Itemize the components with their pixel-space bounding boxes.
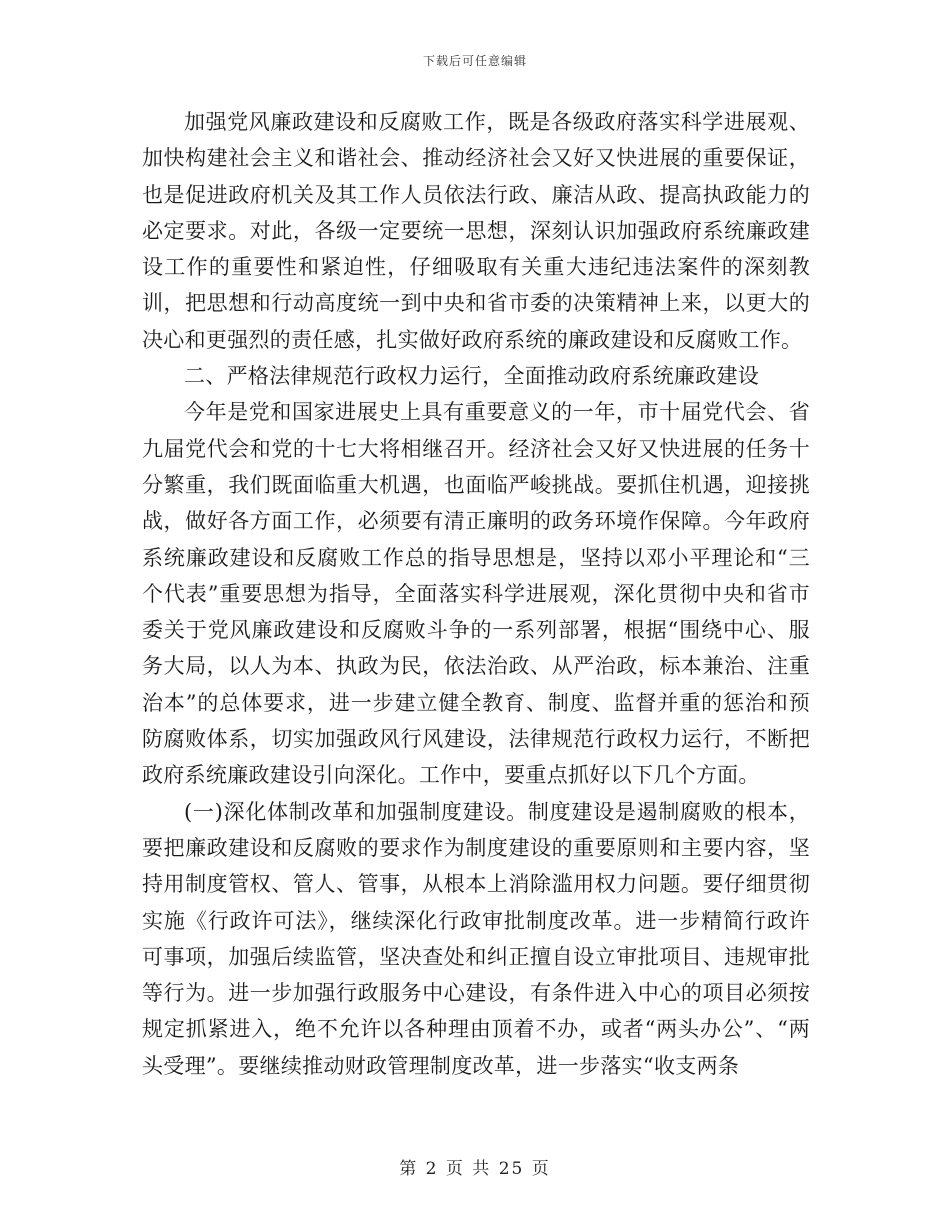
page-number: 第 2 页 共 25 页 bbox=[399, 1159, 551, 1179]
document-body bbox=[142, 104, 810, 1084]
paragraph-1: 加强党风廉政建设和反腐败工作，既是各级政府落实科学进展观、加快构建社会主义和谐社会、推动经济社会又好又快进展的重要保证，也是促进政府机关及其工作人员依法行政、廉洁从政、提高执政能力的必定要求。对此，各级一定要统一思想，深刻认识加强政府系统廉政建设工作的重要性和紧迫性，仔细吸取有关重大违纪违法案件的深刻教训，把思想和行动高度统一到中央和省市委的决策精神上来，以更大的决心和更强烈的责任感，扎实做好政府系统的廉政建设和反腐败工作。 bbox=[142, 110, 810, 352]
section-heading-2: 二、严格法律规范行政权力运行，全面推动政府系统廉政建设 bbox=[184, 364, 760, 389]
page-header: 下载后可任意编辑 bbox=[422, 54, 527, 68]
paragraph-4: (一)深化体制改革和加强制度建设。制度建设是遏制腐败的根本，要把廉政建设和反腐败的要求作为制度建设的重要原则和主要内容，坚持用制度管权、管人、管事，从根本上消除滥用权力问题。要仔细贯彻实施《行政许可法》，继续深化行政审批制度改革。进一步精简行政许可事项，加强后续监管，坚决查处和纠正擅自设立审批项目、违规审批等行为。进一步加强行政服务中心建设，有条件进入中心的项目必须按规定抓紧进入，绝不允许以各种理由顶着不办，或者“两头办公”、“两头受理”。要继续推动财政管理制度改革，进一步落实“收支两条 bbox=[142, 799, 810, 1078]
paragraph-3: 今年是党和国家进展史上具有重要意义的一年，市十届党代会、省九届党代会和党的十七大将相继召开。经济社会又好又快进展的任务十分繁重，我们既面临重大机遇，也面临严峻挑战。要抓住机遇，迎接挑战，做好各方面工作，必须要有清正廉明的政务环境作保障。今年政府系统廉政建设和反腐败工作总的指导思想是，坚持以邓小平理论和“三个代表”重要思想为指导，全面落实科学进展观，深化贯彻中央和省市委关于党风廉政建设和反腐败斗争的一系列部署，根据“围绕中心、服务大局，以人为本、执政为民，依法治政、从严治政，标本兼治、注重治本”的总体要求，进一步建立健全教育、制度、监督并重的惩治和预防腐败体系，切实加强政风行风建设，法律规范行政权力运行，不断把政府系统廉政建设引向深化。工作中，要重点抓好以下几个方面。 bbox=[142, 400, 810, 788]
